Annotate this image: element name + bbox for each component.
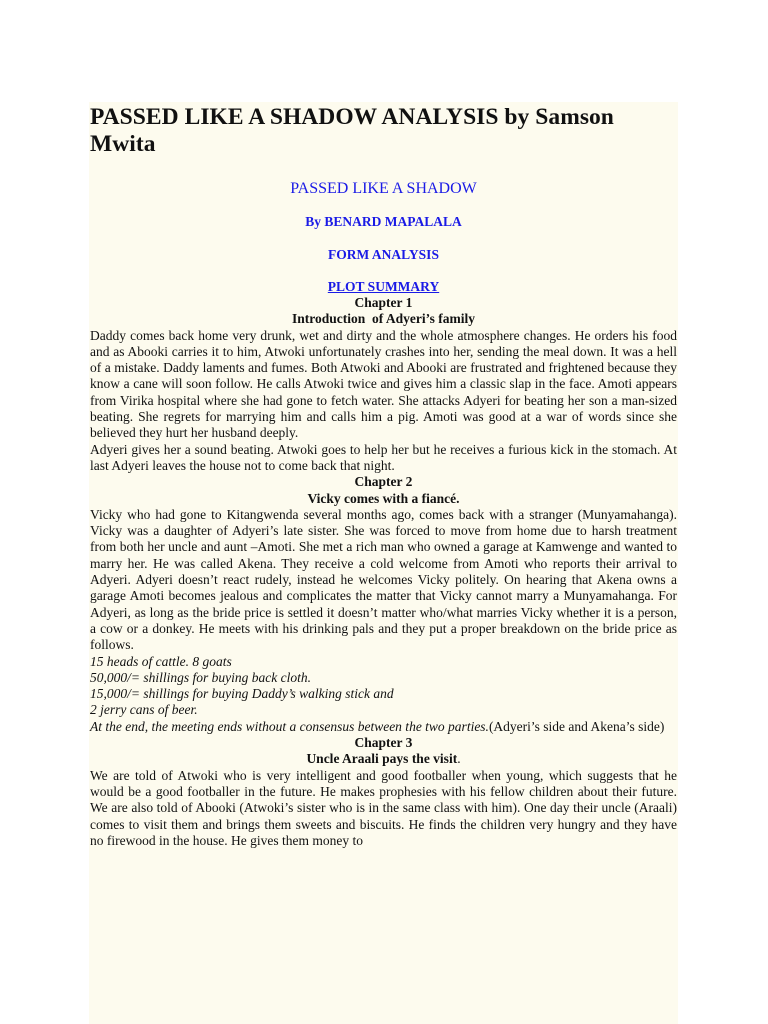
chapter-3-subheading-period: . <box>457 751 461 767</box>
chapter-2-heading: Chapter 2 <box>354 474 413 490</box>
chapter-2-paragraph-1: Vicky who had gone to Kitangwenda several months ago, comes back with a stranger (Munyamahanga). Vicky was a daughter of Adyeri’s late sister. She was forced to move from home due to harsh treatment from both her uncle and aunt –Amoti. She met a rich man who owned a garage at Kamwenge and wanted to marry her. He was called Akena. They receive a cold welcome from Amoti who reports their arrival to Adyeri. Adyeri doesn’t react rudely, instead he welcomes Vicky politely. On hearing that Akena owns a garage Amoti becomes jealous and complicates the matter that Vicky cannot marry a Munyamahanga. For Adyeri, as long as the bride price is settled it doesn’t matter who/what marries Vicky whether it is a person, a cow or a donkey. He meets with his drinking pals and they put a proper breakdown on the bride price as follows. <box>90 506 677 653</box>
chapter-3-paragraph-1: We are told of Atwoki who is very intelligent and good footballer when young, which suggests that he would be a good footballer in the future. He makes prophesies with his fellow children about their future. We are also told of Abooki (Atwoki’s sister who is in the same class with him). One day their uncle (Araali) comes to visit them and brings them sweets and biscuits. He finds the children very hungry and they have no firewood in the house. He gives them money to <box>90 767 677 848</box>
chapter-1-heading: Chapter 1 <box>354 295 413 310</box>
chapter-2-subheading: Vicky comes with a fiancé. <box>307 490 460 506</box>
chapter-1-subheading: Introduction of Adyeri’s family <box>291 311 475 327</box>
author-line: By BENARD MAPALALA <box>305 214 462 229</box>
chapter-1-paragraph-1: Daddy comes back home very drunk, wet and dirty and the whole atmosphere changes. He orders his food and as Abooki carries it to him, Atwoki unfortunately crashes into her, sending the meal down. It was a hell of a mistake. Daddy laments and fumes. Both Atwoki and Abooki are frustrated and frightened because they know a cane will soon follow. He calls Atwoki twice and gives him a classic slap in the face. Amoti appears from Virika hospital where she had gone to fetch water. She attacks Adyeri for beating her son a man-sized beating. She regrets for marrying him and calls him a pig. Amoti was good at a war of words since she believed they hurt her husband deeply. <box>90 327 677 441</box>
bride-price-item: 15 heads of cattle. 8 goats <box>90 653 232 669</box>
plot-summary-link[interactable]: PLOT SUMMARY <box>327 279 440 294</box>
bride-price-item: 2 jerry cans of beer. <box>90 702 198 718</box>
chapter-2-closing-plain: (Adyeri’s side and Akena’s side) <box>488 718 665 734</box>
bride-price-item: 50,000/= shillings for buying back cloth. <box>90 669 311 685</box>
chapter-2-closing-italic: At the end, the meeting ends without a consensus between the two parties. <box>90 718 489 734</box>
chapter-3-subheading-text: Uncle Araali pays the visit <box>306 751 458 767</box>
chapter-3-subheading <box>90 751 677 767</box>
chapter-3-heading: Chapter 3 <box>354 735 413 751</box>
form-analysis-heading: FORM ANALYSIS <box>328 247 439 262</box>
chapter-2-closing <box>90 719 677 735</box>
document-page <box>89 102 678 1024</box>
book-title: PASSED LIKE A SHADOW <box>290 180 477 197</box>
chapter-1-paragraph-2: Adyeri gives her a sound beating. Atwoki goes to help her but he receives a furious kick in the stomach. At last Adyeri leaves the house not to come back that night. <box>90 441 677 473</box>
bride-price-item: 15,000/= shillings for buying Daddy’s walking stick and <box>90 686 394 702</box>
document-title: PASSED LIKE A SHADOW ANALYSIS by Samson Mwita <box>90 104 614 157</box>
plot-summary-heading <box>90 279 677 295</box>
